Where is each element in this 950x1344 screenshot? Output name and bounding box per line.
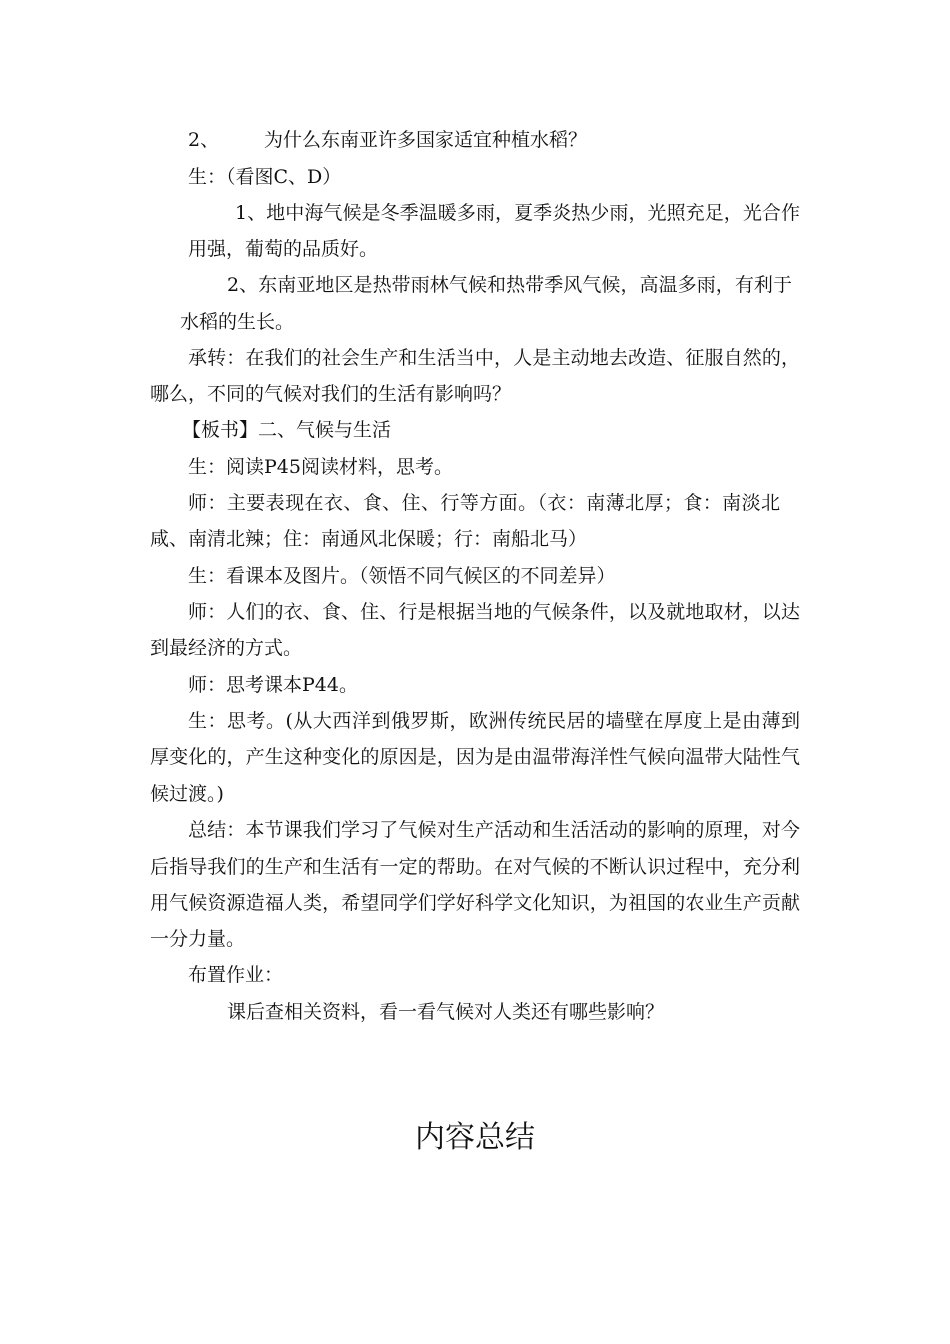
text-line: 咸、南清北辣；住：南通风北保暖；行：南船北马）: [150, 528, 588, 550]
text-line: 生：阅读P45阅读材料，思考。: [188, 456, 453, 478]
board-heading: 【板书】二、气候与生活: [182, 419, 392, 441]
text-line: 生：（看图C、D）: [188, 166, 342, 188]
homework-heading: 布置作业：: [188, 964, 284, 986]
text-line: 生：思考。(从大西洋到俄罗斯，欧洲传统民居的墙壁在厚度上是由薄到: [188, 710, 800, 732]
text-line: 用气候资源造福人类，希望同学们学好科学文化知识，为祖国的农业生产贡献: [150, 892, 800, 914]
question-number: 2、: [188, 129, 220, 151]
text-line: 师：思考课本P44。: [188, 674, 358, 696]
text-line: 水稻的生长。: [180, 311, 295, 333]
text-line: 承转：在我们的社会生产和生活当中，人是主动地去改造、征服自然的，: [188, 347, 800, 369]
text-line: 师：人们的衣、食、住、行是根据当地的气候条件，以及就地取材，以达: [188, 601, 800, 623]
text-line: 总结：本节课我们学习了气候对生产活动和生活活动的影响的原理，对今: [188, 819, 800, 841]
text-line: 生：看课本及图片。（领悟不同气候区的不同差异）: [188, 565, 616, 587]
text-line: 1、地中海气候是冬季温暖多雨，夏季炎热少雨，光照充足，光合作: [235, 202, 800, 224]
text-line: 候过渡。): [150, 783, 224, 805]
text-line: 到最经济的方式。: [150, 637, 303, 659]
text-line: 厚变化的，产生这种变化的原因是，因为是由温带海洋性气候向温带大陆性气: [150, 746, 800, 768]
text-line: 师：主要表现在衣、食、住、行等方面。（衣：南薄北厚；食：南淡北: [188, 492, 780, 514]
section-title: 内容总结: [415, 1120, 535, 1155]
question-text: 为什么东南亚许多国家适宜种植水稻？: [264, 129, 588, 151]
text-line: 后指导我们的生产和生活有一定的帮助。在对气候的不断认识过程中，充分利: [150, 856, 800, 878]
homework-text: 课后查相关资料，看一看气候对人类还有哪些影响？: [227, 1001, 665, 1023]
text-line: 哪么，不同的气候对我们的生活有影响吗？: [150, 383, 512, 405]
text-line: 一分力量。: [150, 928, 246, 950]
text-line: 用强，葡萄的品质好。: [188, 238, 379, 260]
text-line: 2、东南亚地区是热带雨林气候和热带季风气候，高温多雨，有利于: [227, 274, 792, 296]
